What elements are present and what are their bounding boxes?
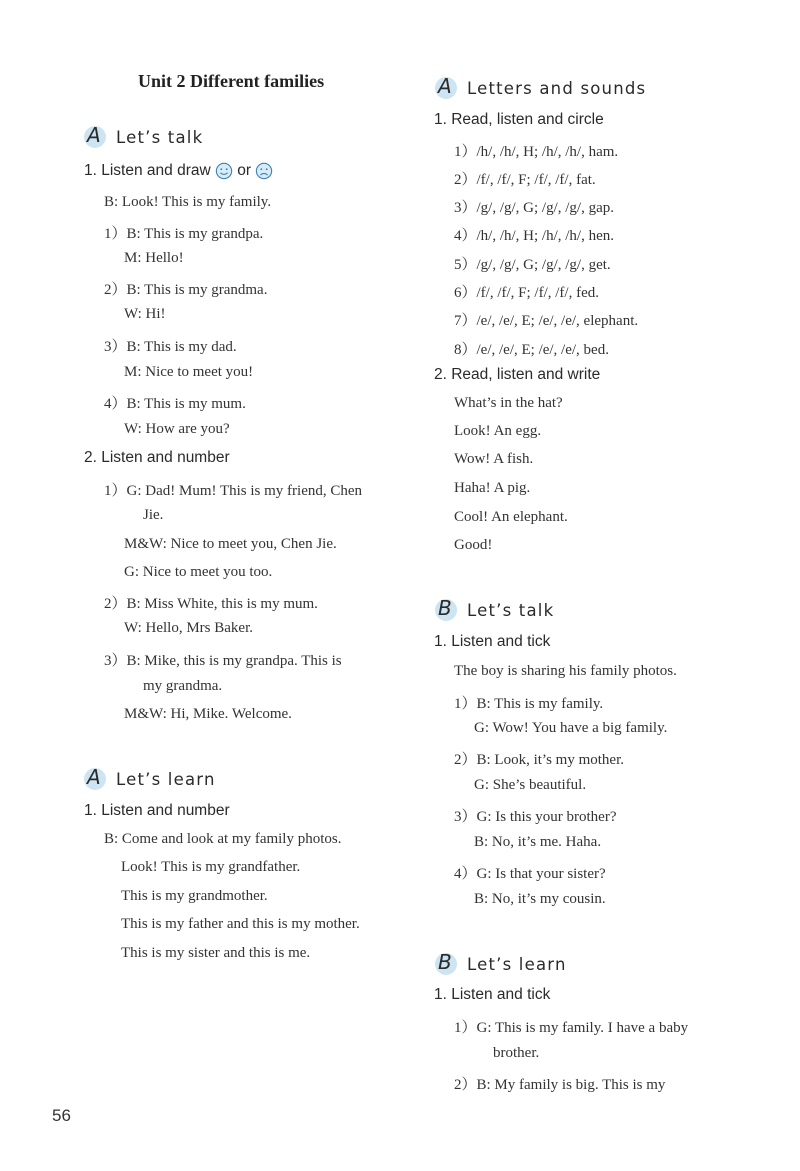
exercise-title-listen-and-number: 1. Listen and number	[84, 802, 230, 819]
dialogue-line: 3）B: Mike, this is my grandpa. This is	[104, 653, 342, 669]
dialogue-line: my grandma.	[143, 678, 223, 694]
phonics-line: 4）/h/, /h/, H; /h/, /h/, hen.	[454, 228, 614, 244]
dialogue-line: This is my grandmother.	[121, 888, 268, 904]
section-header-b-lets-talk	[435, 596, 555, 621]
exercise-title-listen-and-draw: 1. Listen and draw or	[84, 162, 273, 180]
dialogue-line: B: No, it’s me. Haha.	[474, 834, 602, 850]
dialogue-line: brother.	[493, 1045, 540, 1061]
dialogue-line: Jie.	[143, 507, 164, 523]
section-title: Let’s talk	[467, 600, 555, 620]
section-header-a-lets-talk	[84, 123, 204, 148]
dialogue-line: 2）B: This is my grandma.	[104, 282, 268, 298]
section-header-b-lets-learn	[435, 950, 567, 975]
dialogue-line: 3）B: This is my dad.	[104, 339, 237, 355]
dialogue-line: Look! This is my grandfather.	[121, 859, 301, 875]
section-badge-icon: B	[435, 953, 457, 975]
dialogue-line: G: She’s beautiful.	[474, 777, 587, 793]
dialogue-line: W: Hello, Mrs Baker.	[124, 620, 254, 636]
dialogue-line: 2）B: Look, it’s my mother.	[454, 752, 625, 768]
phonics-line: 8）/e/, /e/, E; /e/, /e/, bed.	[454, 342, 609, 358]
section-badge-icon: A	[435, 77, 457, 99]
chant-line: Cool! An elephant.	[454, 509, 568, 525]
chant-line: Good!	[454, 537, 493, 553]
dialogue-line: 4）B: This is my mum.	[104, 396, 246, 412]
dialogue-line: The boy is sharing his family photos.	[454, 663, 677, 679]
dialogue-line: 2）B: Miss White, this is my mum.	[104, 596, 318, 612]
dialogue-line: 1）B: This is my family.	[454, 696, 604, 712]
phonics-line: 1）/h/, /h/, H; /h/, /h/, ham.	[454, 144, 619, 160]
dialogue-line: 4）G: Is that your sister?	[454, 866, 606, 882]
dialogue-line: W: Hi!	[124, 306, 166, 322]
sad-face-icon	[255, 162, 273, 180]
section-title: Letters and sounds	[467, 78, 647, 98]
phonics-line: 3）/g/, /g/, G; /g/, /g/, gap.	[454, 200, 614, 216]
dialogue-line: M&W: Hi, Mike. Welcome.	[124, 706, 292, 722]
exercise-title-read-listen-circle: 1. Read, listen and circle	[434, 111, 604, 128]
dialogue-line: 1）G: This is my family. I have a baby	[454, 1020, 689, 1036]
exercise-title-read-listen-write: 2. Read, listen and write	[434, 366, 601, 383]
section-title: Let’s talk	[116, 127, 204, 147]
dialogue-line: M: Hello!	[124, 250, 184, 266]
dialogue-line: G: Nice to meet you too.	[124, 564, 273, 580]
section-header-a-lets-learn	[84, 765, 216, 790]
dialogue-line: 1）G: Dad! Mum! This is my friend, Chen	[104, 483, 363, 499]
phonics-line: 7）/e/, /e/, E; /e/, /e/, elephant.	[454, 313, 639, 329]
dialogue-line: G: Wow! You have a big family.	[474, 720, 668, 736]
page-title: Unit 2 Different families	[138, 71, 325, 91]
exercise-title-listen-and-tick: 1. Listen and tick	[434, 986, 551, 1003]
chant-line: Haha! A pig.	[454, 480, 531, 496]
dialogue-line: 1）B: This is my grandpa.	[104, 226, 264, 242]
chant-line: Look! An egg.	[454, 423, 542, 439]
phonics-line: 5）/g/, /g/, G; /g/, /g/, get.	[454, 257, 611, 273]
section-title: Let’s learn	[116, 769, 216, 789]
dialogue-line: 2）B: My family is big. This is my	[454, 1077, 666, 1093]
dialogue-line: B: No, it’s my cousin.	[474, 891, 606, 907]
dialogue-line: B: Look! This is my family.	[104, 194, 272, 210]
section-title: Let’s learn	[467, 954, 567, 974]
exercise-title-listen-and-tick: 1. Listen and tick	[434, 633, 551, 650]
dialogue-line: M&W: Nice to meet you, Chen Jie.	[124, 536, 337, 552]
dialogue-line: This is my father and this is my mother.	[121, 916, 360, 932]
chant-line: What’s in the hat?	[454, 395, 563, 411]
smiley-face-icon	[215, 162, 233, 180]
page-number: 56	[52, 1106, 71, 1125]
phonics-line: 2）/f/, /f/, F; /f/, /f/, fat.	[454, 172, 596, 188]
dialogue-line: 3）G: Is this your brother?	[454, 809, 617, 825]
section-header-a-letters-and-sounds	[435, 74, 647, 99]
dialogue-line: This is my sister and this is me.	[121, 945, 311, 961]
chant-line: Wow! A fish.	[454, 451, 534, 467]
dialogue-line: W: How are you?	[124, 421, 230, 437]
section-badge-icon: B	[435, 599, 457, 621]
phonics-line: 6）/f/, /f/, F; /f/, /f/, fed.	[454, 285, 599, 301]
section-badge-icon: A	[84, 126, 106, 148]
exercise-title-listen-and-number: 2. Listen and number	[84, 449, 230, 466]
dialogue-line: M: Nice to meet you!	[124, 364, 254, 380]
section-badge-icon: A	[84, 768, 106, 790]
dialogue-line: B: Come and look at my family photos.	[104, 831, 342, 847]
